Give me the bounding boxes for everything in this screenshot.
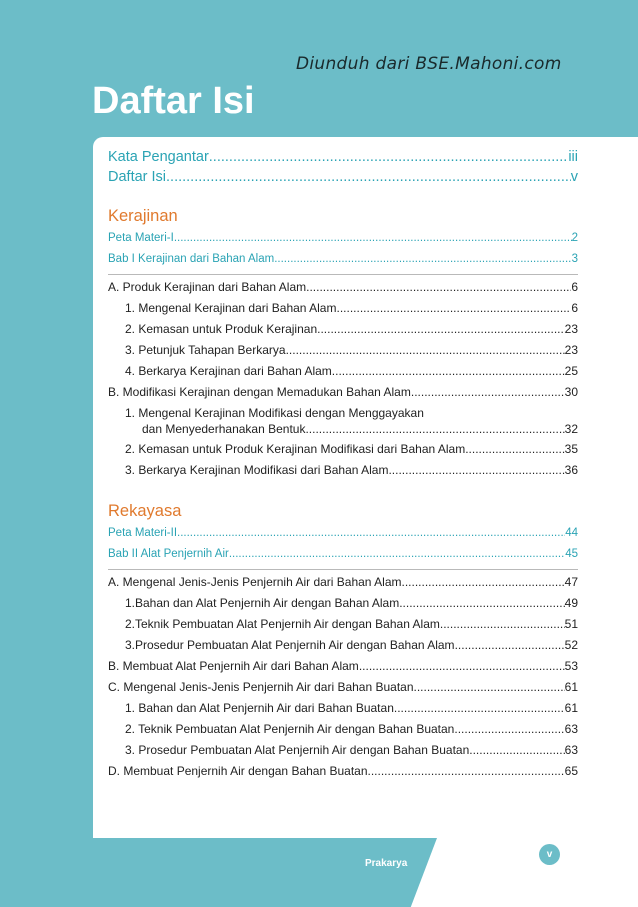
toc-label: 3. Prosedur Pembuatan Alat Penjernih Air dengan Bahan Buatan [125, 743, 470, 757]
toc-label: Peta Materi-I [108, 232, 174, 244]
toc-label: 1. Mengenal Kerajinan Modifikasi dengan Menggayakan [125, 406, 424, 420]
toc-page: 51 [564, 617, 578, 631]
section-heading-rekayasa: Rekayasa [108, 502, 182, 520]
toc-label: 2.Teknik Pembuatan Alat Penjernih Air dengan Bahan Alam [125, 617, 440, 631]
page-title: Daftar Isi [92, 80, 255, 122]
toc-page: 65 [564, 764, 578, 778]
toc-entry[interactable] [108, 638, 578, 659]
toc-label: Daftar Isi [108, 169, 167, 185]
toc-page: 44 [565, 527, 578, 539]
toc-page: 53 [564, 659, 578, 673]
toc-page: 52 [564, 638, 578, 652]
toc-entry[interactable] [108, 301, 578, 322]
toc-entry[interactable] [108, 701, 578, 722]
page-number-badge: v [539, 844, 560, 865]
toc-label: 2. Kemasan untuk Produk Kerajinan Modifikasi dari Bahan Alam [125, 442, 466, 456]
toc-page: 63 [564, 743, 578, 757]
toc-entry[interactable] [108, 385, 578, 406]
section-heading-kerajinan: Kerajinan [108, 207, 178, 225]
toc-page: 6 [571, 280, 578, 294]
toc-page: 3 [571, 253, 578, 265]
toc-page: 35 [564, 442, 578, 456]
toc-entry[interactable] [108, 764, 578, 785]
toc-page: 23 [564, 343, 578, 357]
toc-label: Bab I Kerajinan dari Bahan Alam [108, 253, 275, 265]
toc-entry-daftar-isi[interactable] [108, 169, 578, 189]
toc-label: Kata Pengantar [108, 149, 209, 165]
table-of-contents [108, 149, 578, 785]
toc-entry[interactable] [108, 442, 578, 463]
toc-label: A. Produk Kerajinan dari Bahan Alam [108, 280, 307, 294]
toc-label: 3. Berkarya Kerajinan Modifikasi dari Bahan Alam [125, 463, 389, 477]
toc-label: Peta Materi-II [108, 527, 178, 539]
toc-entry-kata-pengantar[interactable] [108, 149, 578, 169]
toc-sheet [93, 137, 638, 838]
toc-label: 3. Petunjuk Tahapan Berkarya [125, 343, 286, 357]
toc-label: Bab II Alat Penjernih Air [108, 548, 229, 560]
toc-label: C. Mengenal Jenis-Jenis Penjernih Air dari Bahan Buatan [108, 680, 414, 694]
toc-label: B. Membuat Alat Penjernih Air dari Bahan Alam [108, 659, 359, 673]
toc-label: 1. Mengenal Kerajinan dari Bahan Alam [125, 301, 337, 315]
toc-entry[interactable] [108, 463, 578, 484]
toc-page: 32 [564, 422, 578, 436]
toc-entry[interactable] [108, 274, 578, 301]
toc-label: A. Mengenal Jenis-Jenis Penjernih Air dari Bahan Alam [108, 575, 402, 589]
toc-label: 1. Bahan dan Alat Penjernih Air dari Bahan Buatan [125, 701, 394, 715]
toc-page: 63 [564, 722, 578, 736]
toc-label-continued: dan Menyederhanakan Bentuk [142, 422, 306, 436]
toc-entry-peta-materi-1[interactable] [108, 232, 578, 253]
toc-label: 2. Teknik Pembuatan Alat Penjernih Air dengan Bahan Buatan [125, 722, 455, 736]
toc-entry-bab-2[interactable] [108, 548, 578, 569]
toc-entry-peta-materi-2[interactable] [108, 527, 578, 548]
toc-page: 61 [564, 680, 578, 694]
download-note: Diunduh dari BSE.Mahoni.com [296, 54, 562, 74]
toc-entry-bab-1[interactable] [108, 253, 578, 274]
toc-entry-multiline[interactable] [108, 406, 578, 442]
toc-entry[interactable] [108, 680, 578, 701]
toc-entry[interactable] [108, 364, 578, 385]
toc-label: 3.Prosedur Pembuatan Alat Penjernih Air dengan Bahan Alam [125, 638, 455, 652]
footer-tab [0, 838, 437, 907]
toc-entry[interactable] [108, 659, 578, 680]
toc-page: 30 [564, 385, 578, 399]
toc-page: 61 [564, 701, 578, 715]
toc-page: 36 [564, 463, 578, 477]
toc-label: 4. Berkarya Kerajinan dari Bahan Alam [125, 364, 332, 378]
footer-book-title: Prakarya [365, 858, 408, 869]
toc-entry[interactable] [108, 722, 578, 743]
toc-page: 2 [571, 232, 578, 244]
toc-page: 6 [571, 301, 578, 315]
toc-entry[interactable] [108, 617, 578, 638]
toc-page: 25 [564, 364, 578, 378]
toc-entry[interactable] [108, 743, 578, 764]
toc-label: B. Modifikasi Kerajinan dengan Memadukan Bahan Alam [108, 385, 411, 399]
toc-page: iii [568, 149, 578, 165]
toc-label: D. Membuat Penjernih Air dengan Bahan Buatan [108, 764, 368, 778]
toc-entry[interactable] [108, 322, 578, 343]
toc-label: 1.Bahan dan Alat Penjernih Air dengan Bahan Alam [125, 596, 400, 610]
toc-label: 2. Kemasan untuk Produk Kerajinan [125, 322, 318, 336]
toc-page: 23 [564, 322, 578, 336]
toc-page: v [570, 169, 578, 185]
toc-entry[interactable] [108, 569, 578, 596]
toc-page: 49 [564, 596, 578, 610]
toc-page: 45 [565, 548, 578, 560]
toc-entry[interactable] [108, 596, 578, 617]
toc-entry[interactable] [108, 343, 578, 364]
toc-page: 47 [564, 575, 578, 589]
